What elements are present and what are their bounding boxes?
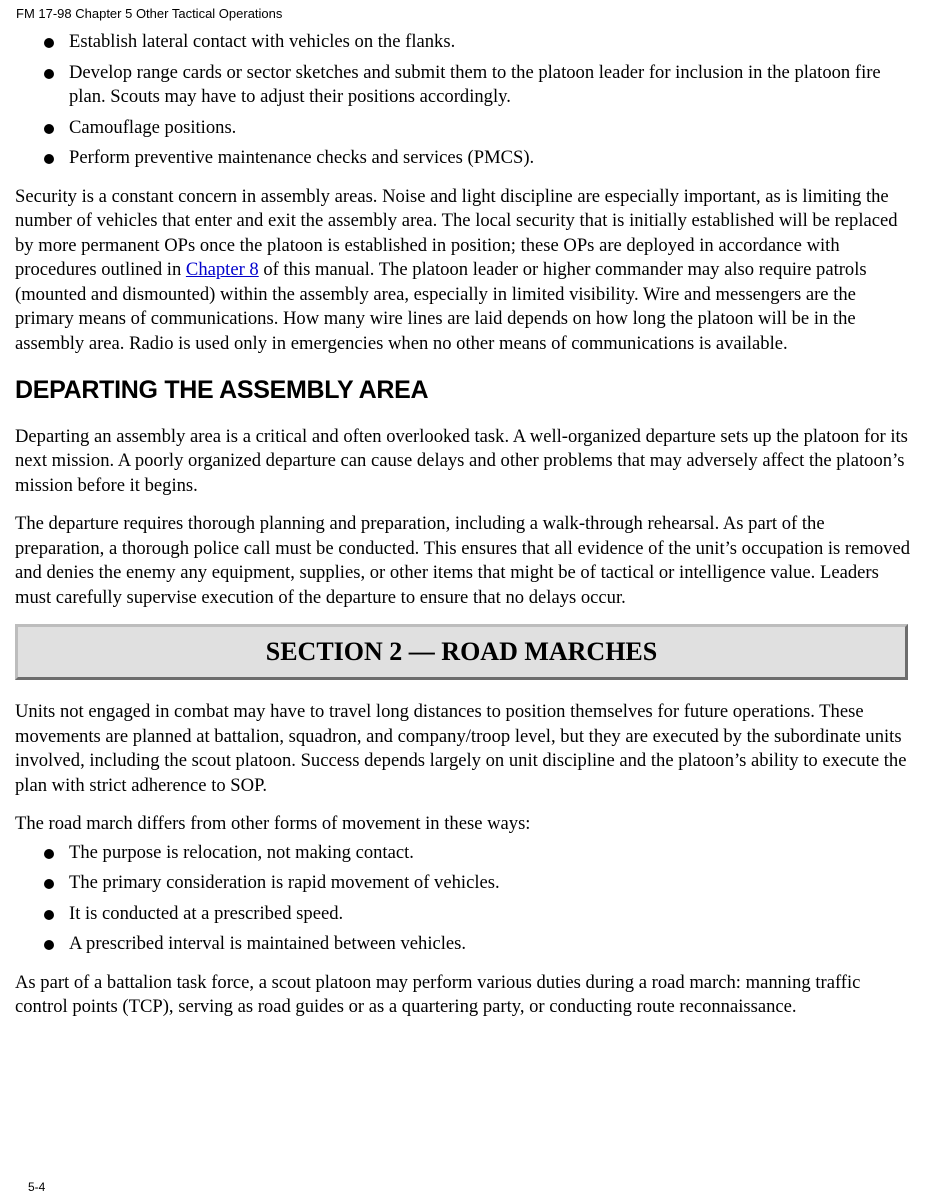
list-item: Camouflage positions.: [44, 116, 913, 141]
list-item: A prescribed interval is maintained between vehicles.: [44, 932, 913, 957]
bullet-list-top: [15, 30, 913, 171]
list-item: It is conducted at a prescribed speed.: [44, 902, 913, 927]
bullet-icon: [44, 38, 54, 48]
page-content: [15, 30, 913, 1034]
list-item: The purpose is relocation, not making contact.: [44, 841, 913, 866]
bullet-icon: [44, 124, 54, 134]
running-header: FM 17-98 Chapter 5 Other Tactical Operations: [16, 6, 283, 21]
bullet-icon: [44, 940, 54, 950]
bullet-icon: [44, 69, 54, 79]
security-paragraph: Security is a constant concern in assembly areas. Noise and light discipline are especially important, as is limiting the number of vehicles that enter and exit the assembly area. The local security that is initially established will be replaced by more permanent OPs once the platoon is established in position; these OPs are deployed in accordance with procedures outlined in Chapter 8 of this manual. The platoon leader or higher commander may also require patrols (mounted and dismounted) within the assembly area, especially in limited visibility. Wire and messengers are the primary means of communications. How many wire lines are laid depends on how long the platoon will be in the assembly area. Radio is used only in emergencies when no other means of communications is available.: [15, 185, 898, 354]
list-item: Perform preventive maintenance checks and services (PMCS).: [44, 146, 913, 171]
list-item: The primary consideration is rapid movement of vehicles.: [44, 871, 913, 896]
list-item: Establish lateral contact with vehicles on the flanks.: [44, 30, 913, 55]
page-number: 5-4: [28, 1180, 46, 1194]
bullet-icon: [44, 154, 54, 164]
bullet-icon: [44, 879, 54, 889]
chapter-8-link[interactable]: Chapter 8: [185, 259, 259, 280]
bullet-icon: [44, 849, 54, 859]
paragraph: Units not engaged in combat may have to travel long distances to position themselves for future operations. These movements are planned at battalion, squadron, and company/troop level, but they are executed by the subordinate units involved, including the scout platoon. Success depends largely on unit discipline and the platoon’s ability to execute the plan with strict adherence to SOP.: [15, 701, 907, 796]
paragraph: Departing an assembly area is a critical and often overlooked task. A well-organized departure sets up the platoon for its next mission. A poorly organized departure can cause delays and other problems that may adversely affect the platoon’s mission before it begins.: [15, 425, 908, 496]
paragraph: The road march differs from other forms of movement in these ways:: [15, 813, 531, 834]
section-title-box: [15, 624, 908, 680]
bullet-list-road-march: [15, 841, 913, 957]
section-title: SECTION 2 — ROAD MARCHES: [265, 636, 658, 666]
bullet-icon: [44, 910, 54, 920]
list-item: Develop range cards or sector sketches and submit them to the platoon leader for inclusion in the platoon fire plan. Scouts may have to adjust their positions accordingly.: [44, 61, 913, 110]
section-heading-departing: DEPARTING THE ASSEMBLY AREA: [15, 376, 429, 404]
paragraph: The departure requires thorough planning and preparation, including a walk-through rehearsal. As part of the preparation, a thorough police call must be conducted. This ensures that all evidence of the unit’s occupation is removed and denies the enemy any equipment, supplies, or other items that might be of tactical or intelligence value. Leaders must carefully supervise execution of the departure to ensure that no delays occur.: [15, 513, 910, 608]
paragraph: As part of a battalion task force, a scout platoon may perform various duties during a road march: manning traffic control points (TCP), serving as road guides or as a quartering party, or conducting route reconnaissance.: [15, 971, 861, 1017]
